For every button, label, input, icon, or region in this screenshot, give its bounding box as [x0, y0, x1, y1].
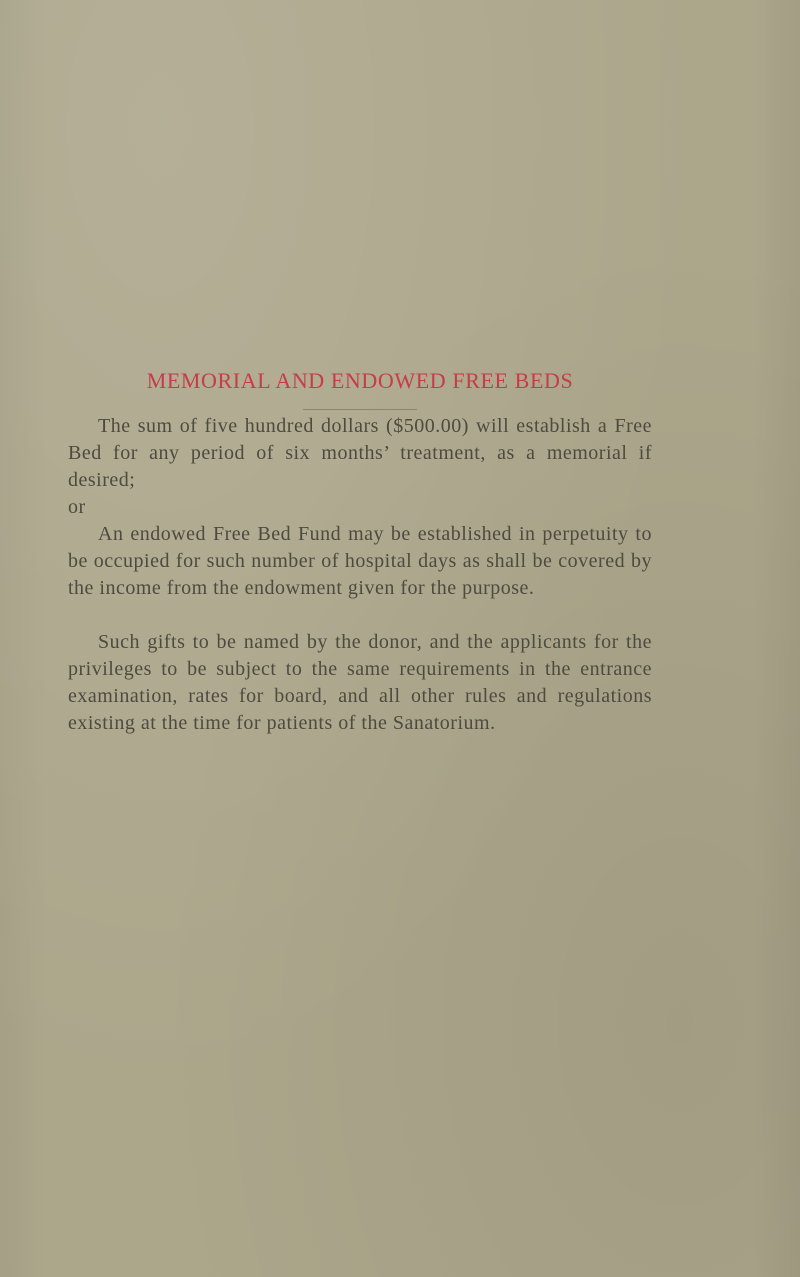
- title-underline-divider: [303, 409, 417, 410]
- document-body: [68, 413, 652, 737]
- paragraph-memorial-bed: The sum of five hundred dollars ($500.00) will establish a Free Bed for any period of six months’ treatment, as a memorial if desired;: [68, 415, 652, 491]
- paragraph-gift-rules: Such gifts to be named by the donor, and the applicants for the privileges to be subject to the same requirements in the entrance examination, rates for board, and all other rules and regulations existing at the time for patients of the Sanatorium.: [68, 631, 652, 734]
- paragraph-or: or: [68, 496, 86, 518]
- paragraph-endowed-fund: An endowed Free Bed Fund may be established in perpetuity to be occupied for such number of hospital days as shall be covered by the income from the endowment given for the purpose.: [68, 523, 652, 599]
- page-title: MEMORIAL AND ENDOWED FREE BEDS: [146, 368, 574, 393]
